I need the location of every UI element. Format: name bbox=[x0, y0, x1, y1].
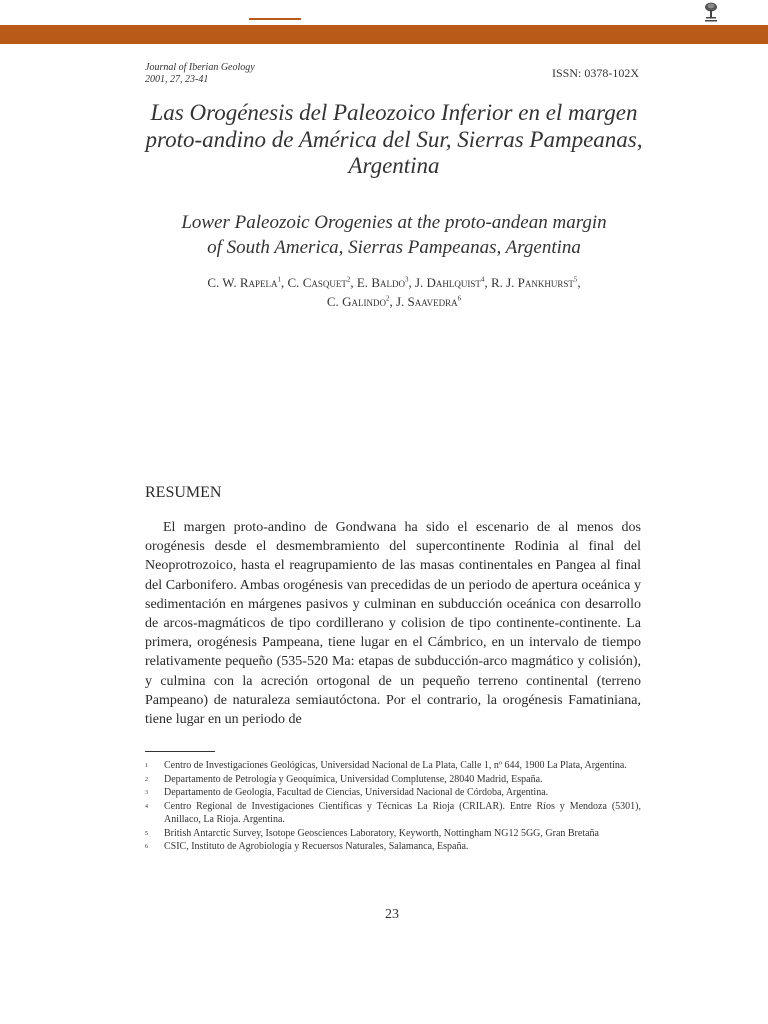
journal-volume: 2001, 27, 23-41 bbox=[145, 74, 209, 85]
author: J. Saavedra$^6$ bbox=[395, 294, 462, 309]
author: C. Galindo$^2$ bbox=[326, 294, 390, 309]
tree-logo-icon bbox=[703, 1, 719, 23]
header-accent-line bbox=[249, 18, 301, 20]
journal-citation bbox=[145, 62, 255, 86]
paper-title bbox=[130, 100, 658, 180]
footnotes bbox=[145, 759, 641, 854]
footnote-divider bbox=[145, 751, 215, 752]
title-line: Argentina bbox=[348, 153, 440, 178]
section-heading: RESUMEN bbox=[145, 484, 222, 501]
footnote: 1 Centro de Investigaciones Geológicas, Universidad Nacional de La Plata, Calle 1, nº 644, 1900 La Plata, Argentina. bbox=[145, 760, 627, 771]
author: E. Baldo$^3$ bbox=[356, 275, 409, 290]
footnote: 3 Departamento de Geología, Facultad de Ciencias, Universidad Nacional de Córdoba, Argentina. bbox=[145, 787, 549, 798]
title-line: proto-andino de América del Sur, Sierras Pampeanas, bbox=[145, 126, 643, 152]
abstract-paragraph: El margen proto-andino de Gondwana ha sido el escenario de al menos dos orogénesis desde el desmembramiento del supercontinente Rodinia al final del Neoprotrozoico, hasta el reagrupamiento de las masas continentales en Pangea al final del Carbonifero. Ambas orogénesis van precedidas de un periodo de apertura oceánica y sedimentación en márgenes pasivos y culminan en subducción oceánica con desarrollo de arcos-magmáticos de tipo cordillerano y colision de tipo continente-continente. La primera, orogénesis Pampeana, tiene lugar en el Cámbrico, en un intervalo de tiempo relativamente pequeño (535-520 Ma: etapas de subducción-arco magmático y colisión), y culmina con la acreción ortogonal de un pequeño terreno continental (terreno Pampeano) de naturaleza semiautóctona. Por el contrario, la orogénesis Famatiniana, tiene lugar en un periodo de bbox=[145, 520, 641, 728]
author-line: C. Galindo$^2$, J. Saavedra$^6$ bbox=[326, 294, 462, 309]
footnote: 4 Centro Regional de Investigaciones Científicas y Técnicas La Rioja (CRILAR). Entre Ríos y Mendoza (5301), Anillaco, La Rioja. Argentina. bbox=[145, 800, 641, 825]
journal-name: Journal of Iberian Geology bbox=[145, 62, 255, 73]
author-list bbox=[130, 273, 658, 311]
abstract-body bbox=[145, 518, 641, 729]
author: J. Dahlquist$^4$ bbox=[414, 275, 485, 290]
footnote: 5 British Antarctic Survey, Isotope Geosciences Laboratory, Keyworth, Nottingham NG12 5GG, Gran Bretaña bbox=[145, 827, 599, 839]
header-color-band bbox=[0, 25, 768, 44]
subtitle-line: Lower Paleozoic Orogenies at the proto-andean margin bbox=[181, 212, 607, 233]
footnote: 6 CSIC, Instituto de Agrobiología y Recuersos Naturales, Salamanca, España. bbox=[145, 841, 469, 852]
page-number: 23 bbox=[385, 907, 399, 922]
author: R. J. Pankhurst$^5$ bbox=[490, 275, 578, 290]
subtitle-line: of South America, Sierras Pampeanas, Argentina bbox=[207, 237, 581, 258]
issn: ISSN: 0378-102X bbox=[551, 66, 639, 80]
author: C. W. Rapela$^1$ bbox=[207, 275, 282, 290]
author-line: C. W. Rapela$^1$, C. Casquet$^2$, E. Baldo$^3$, J. Dahlquist$^4$, R. J. Pankhurst$^5$, bbox=[207, 275, 581, 290]
title-line: Las Orogénesis del Paleozoico Inferior en el margen bbox=[150, 100, 638, 125]
author: C. Casquet$^2$ bbox=[287, 275, 351, 290]
footnote: 2 Departamento de Petrología y Geoquímica, Universidad Complutense, 28040 Madrid, España. bbox=[145, 773, 543, 785]
paper-subtitle bbox=[130, 210, 658, 260]
